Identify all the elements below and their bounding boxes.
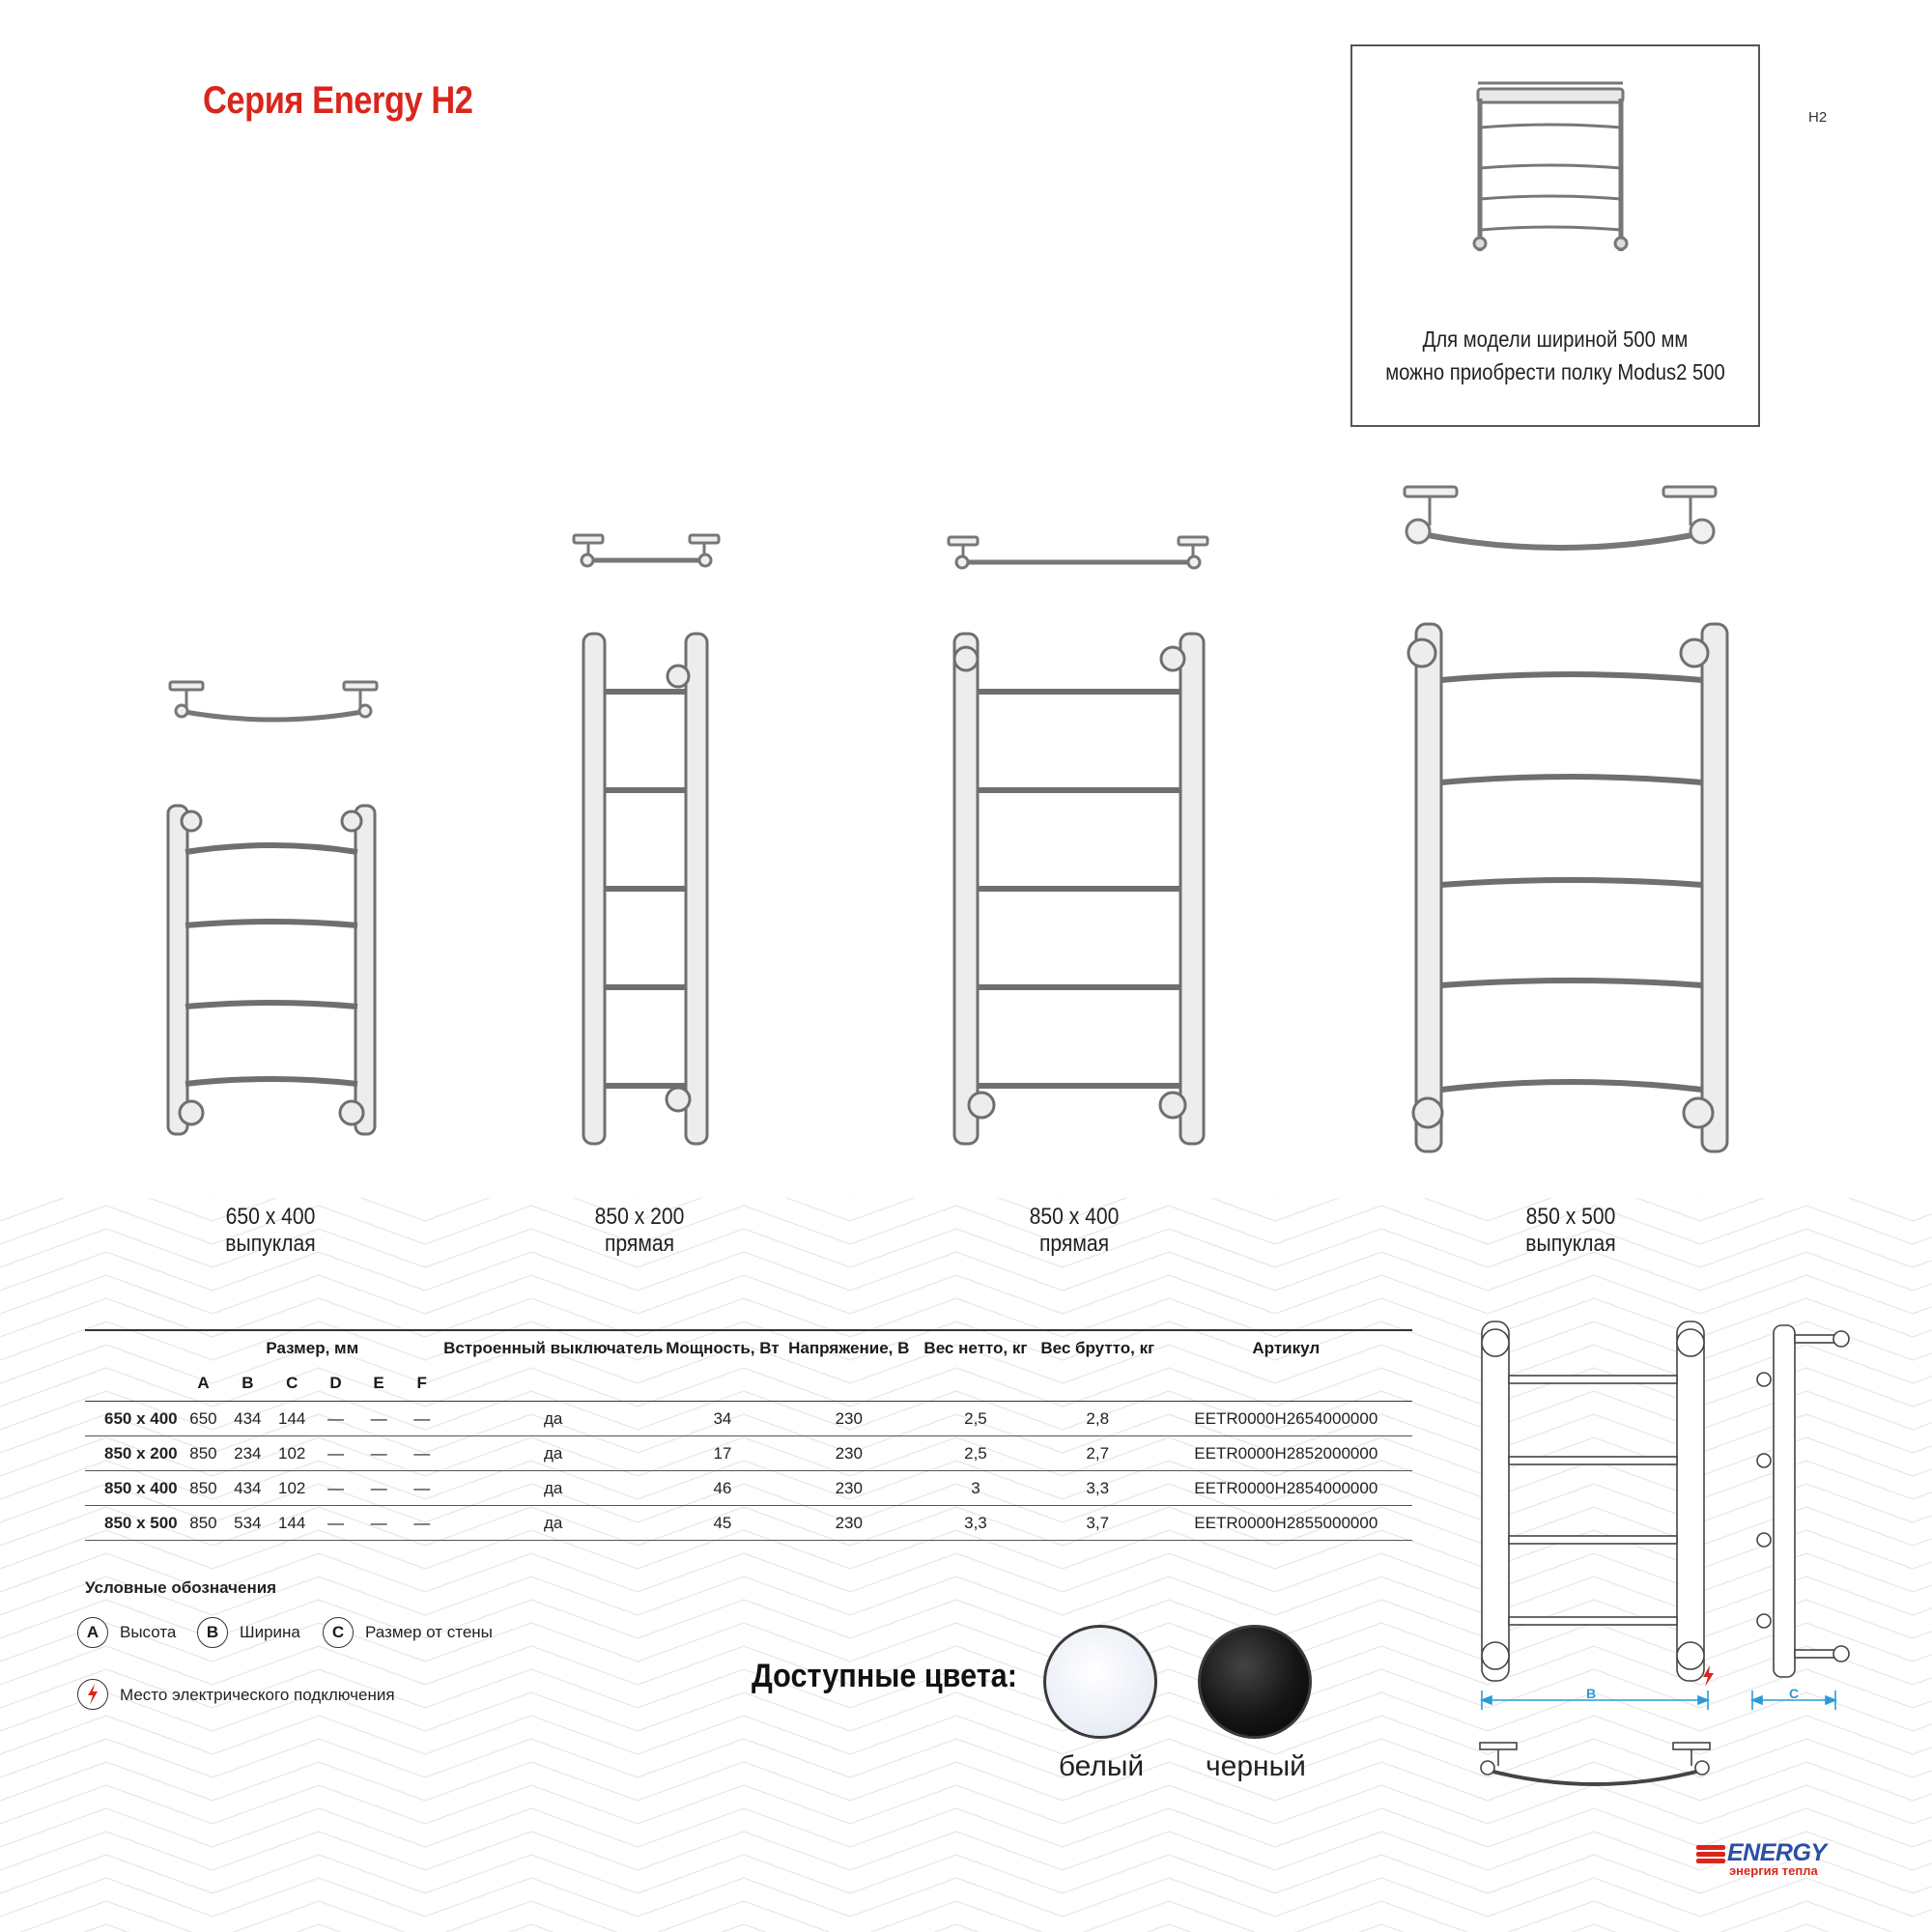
row-model: 850 x 500 <box>85 1506 182 1541</box>
accessory-note <box>1377 323 1734 388</box>
table-row <box>85 1436 1412 1471</box>
cell-gross: 2,8 <box>1036 1402 1160 1436</box>
cell-voltage: 230 <box>782 1506 916 1541</box>
cell-f: — <box>400 1471 443 1506</box>
cell-c: 102 <box>270 1471 314 1506</box>
cell-voltage: 230 <box>782 1471 916 1506</box>
cell-power: 45 <box>663 1506 781 1541</box>
towel-rail-850x200 <box>578 630 713 1150</box>
cell-b: 434 <box>225 1402 270 1436</box>
table-header-row <box>85 1330 1412 1366</box>
cell-a: 650 <box>182 1402 226 1436</box>
cell-article: EETR0000H2854000000 <box>1160 1471 1412 1506</box>
header-size: Размер, мм <box>182 1330 444 1366</box>
top-view-650x400 <box>166 678 381 726</box>
cell-article: EETR0000H2654000000 <box>1160 1402 1412 1436</box>
cell-c: 102 <box>270 1436 314 1471</box>
cell-b: 534 <box>225 1506 270 1541</box>
accessory-note-line1: Для модели шириной 500 мм <box>1422 327 1689 352</box>
legend-symbol-b: B <box>197 1617 228 1648</box>
cell-net: 3 <box>916 1471 1036 1506</box>
model-shape: прямая <box>1038 1231 1110 1257</box>
model-shape: прямая <box>604 1231 675 1257</box>
header-power: Мощность, Вт <box>663 1330 781 1366</box>
model-caption-1 <box>160 1204 382 1258</box>
cell-f: — <box>400 1506 443 1541</box>
cell-switch: да <box>443 1402 663 1436</box>
cell-article: EETR0000H2855000000 <box>1160 1506 1412 1541</box>
table-row <box>85 1402 1412 1436</box>
towel-rail-850x500 <box>1403 618 1731 1155</box>
dimension-label-b: B <box>1586 1686 1597 1701</box>
model-size: 850 x 200 <box>594 1204 685 1230</box>
model-shape: выпуклая <box>1525 1231 1616 1257</box>
legend-label-electric: Место электрического подключения <box>120 1686 395 1704</box>
model-shape: выпуклая <box>225 1231 316 1257</box>
table-row <box>85 1506 1412 1541</box>
model-size: 650 x 400 <box>225 1204 316 1230</box>
energy-logo-mark-icon <box>1694 1843 1727 1864</box>
cell-power: 17 <box>663 1436 781 1471</box>
subheader-blank <box>85 1366 182 1402</box>
legend-title: Условные обозначения <box>85 1578 277 1597</box>
subheader-a: A <box>182 1366 226 1402</box>
legend-label-c: Размер от стены <box>365 1623 493 1641</box>
cell-e: — <box>357 1436 401 1471</box>
cell-power: 46 <box>663 1471 781 1506</box>
brand-tagline: энергия тепла <box>1729 1863 1818 1878</box>
subheader-f: F <box>400 1366 443 1402</box>
cell-c: 144 <box>270 1506 314 1541</box>
top-view-850x500 <box>1401 483 1719 560</box>
legend-label-a: Высота <box>120 1623 177 1641</box>
dimension-label-c: C <box>1789 1686 1800 1701</box>
subheader-c: C <box>270 1366 314 1402</box>
header-voltage: Напряжение, В <box>782 1330 916 1366</box>
subheader-b: B <box>225 1366 270 1402</box>
cell-d: — <box>314 1471 357 1506</box>
brand-name: ENERGY <box>1727 1839 1827 1866</box>
spec-table <box>85 1329 1412 1541</box>
electric-connection-icon <box>77 1679 108 1710</box>
model-caption-2 <box>529 1204 751 1258</box>
model-caption-4 <box>1461 1204 1682 1258</box>
top-view-850x200 <box>572 533 721 568</box>
legend-symbol-c: C <box>323 1617 354 1648</box>
table-subheader-row <box>85 1366 1412 1402</box>
cell-net: 3,3 <box>916 1506 1036 1541</box>
cell-a: 850 <box>182 1436 226 1471</box>
cell-gross: 3,7 <box>1036 1506 1160 1541</box>
row-model: 650 x 400 <box>85 1402 182 1436</box>
cell-net: 2,5 <box>916 1402 1036 1436</box>
cell-net: 2,5 <box>916 1436 1036 1471</box>
shelf-rail-illustration <box>1459 79 1652 263</box>
cell-switch: да <box>443 1506 663 1541</box>
cell-voltage: 230 <box>782 1436 916 1471</box>
cell-e: — <box>357 1506 401 1541</box>
cell-d: — <box>314 1436 357 1471</box>
row-model: 850 x 200 <box>85 1436 182 1471</box>
color-swatch-white[interactable] <box>1043 1625 1157 1739</box>
cell-c: 144 <box>270 1402 314 1436</box>
cell-b: 434 <box>225 1471 270 1506</box>
subheader-blank-rest <box>443 1366 1412 1402</box>
row-model: 850 x 400 <box>85 1471 182 1506</box>
cell-power: 34 <box>663 1402 781 1436</box>
model-caption-3 <box>964 1204 1185 1258</box>
cell-gross: 3,3 <box>1036 1471 1160 1506</box>
cell-a: 850 <box>182 1506 226 1541</box>
legend-label-b: Ширина <box>240 1623 300 1641</box>
color-label-black: черный <box>1206 1750 1306 1782</box>
legend-symbol-a: A <box>77 1617 108 1648</box>
header-gross-weight: Вес брутто, кг <box>1036 1330 1160 1366</box>
page-title: Серия Energy H2 <box>203 79 473 122</box>
accessory-box <box>1350 44 1760 427</box>
color-label-white: белый <box>1058 1750 1145 1782</box>
subheader-e: E <box>357 1366 401 1402</box>
color-swatch-black[interactable] <box>1198 1625 1312 1739</box>
cell-voltage: 230 <box>782 1402 916 1436</box>
towel-rail-850x400 <box>949 630 1209 1150</box>
energy-logo <box>1694 1839 1827 1878</box>
header-switch: Встроенный выключатель <box>443 1330 663 1366</box>
accessory-note-line2: можно приобрести полку Modus2 500 <box>1385 359 1725 384</box>
dimension-diagram <box>1468 1321 1855 1804</box>
cell-d: — <box>314 1402 357 1436</box>
cell-gross: 2,7 <box>1036 1436 1160 1471</box>
colors-title: Доступные цвета: <box>752 1658 1017 1694</box>
cell-e: — <box>357 1402 401 1436</box>
subheader-d: D <box>314 1366 357 1402</box>
cell-f: — <box>400 1436 443 1471</box>
cell-switch: да <box>443 1471 663 1506</box>
cell-f: — <box>400 1402 443 1436</box>
header-article: Артикул <box>1160 1330 1412 1366</box>
cell-e: — <box>357 1471 401 1506</box>
cell-a: 850 <box>182 1471 226 1506</box>
series-code: H2 <box>1808 109 1828 126</box>
cell-b: 234 <box>225 1436 270 1471</box>
table-row <box>85 1471 1412 1506</box>
header-blank <box>85 1330 182 1366</box>
model-size: 850 x 400 <box>1029 1204 1120 1230</box>
cell-article: EETR0000H2852000000 <box>1160 1436 1412 1471</box>
cell-switch: да <box>443 1436 663 1471</box>
cell-d: — <box>314 1506 357 1541</box>
model-size: 850 x 500 <box>1525 1204 1616 1230</box>
header-net-weight: Вес нетто, кг <box>916 1330 1036 1366</box>
towel-rail-650x400 <box>162 802 384 1140</box>
top-view-850x400 <box>947 535 1209 570</box>
